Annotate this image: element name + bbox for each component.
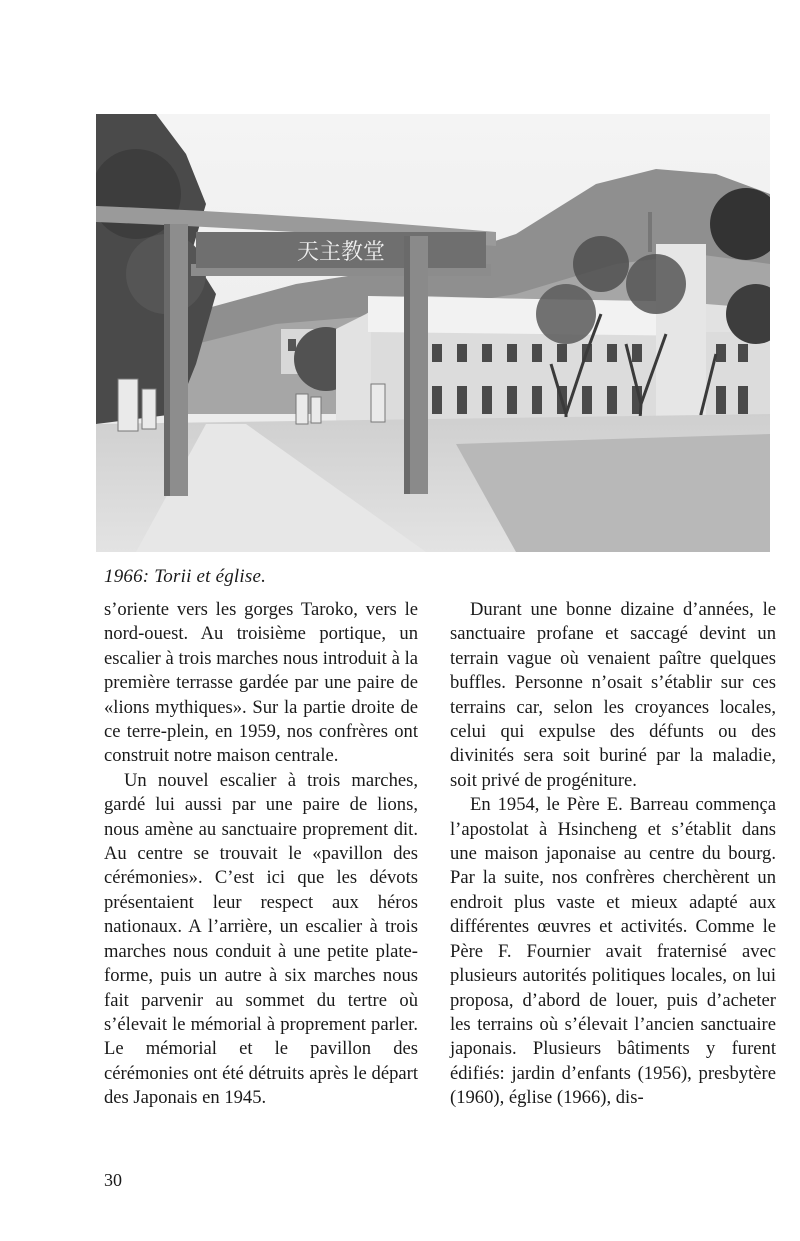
torii-inscription: 天主教堂 [296, 240, 386, 265]
right-paragraph-2: En 1954, le Père E. Barreau commença l’apostolat à Hsincheng et s’établit dans une maison japonaise au centre du bourg. Par la suite, nos confrères cherchèrent un endroit plus vaste et mieux adapté aux différentes œuvres et activités. Comme le Père F. Fournier avait fraternisé avec plusieurs autorités politiques locales, on lui proposa, d’abord de louer, puis d’acheter les terrains où s’élevait l’ancien sanctuaire japonais. Plusieurs bâtiments y furent édifiés: jardin d’enfants (1956), presbytère (1960), église (1966), dis- [450, 794, 776, 1109]
right-paragraph-1: Durant une bonne dizaine d’années, le sanctuaire profane et saccagé devint un terrain vague où venaient paître quelques buffles. Personne n’osait s’établir sur ces terrains car, selon les croyances locales, celui qui expulse des défunts ou des divinités sera soit buriné par la maladie, soit privé de progéniture. [450, 599, 776, 791]
torii-church-photo-svg [96, 114, 770, 552]
figure-caption: 1966: Torii et église. [104, 566, 267, 587]
left-paragraph-2: Un nouvel escalier à trois marches, gardé lui aussi par une paire de lions, nous amène au sanctuaire proprement dit. Au centre se trouvait le «pavillon des cérémonies». C’est ici que les dévots présentaient leur respect aux héros nationaux. A l’arrière, un escalier à trois marches nous conduit à une petite plate-forme, puis un autre à six marches nous fait parvenir au sommet du tertre où s’élevait le mémorial à proprement parler. Le mémorial et le pavillon des cérémonies ont été détruits après le départ des Japonais en 1945. [104, 769, 418, 1109]
left-text-column [104, 598, 418, 1111]
right-text-column [450, 598, 776, 1111]
photo-torii-church [96, 114, 770, 552]
left-paragraph-1: s’oriente vers les gorges Taroko, vers le nord-ouest. Au troisième portique, un escalier à trois marches nous introduit à la première terrasse gardée par une paire de «lions mythiques». Sur la partie droite de ce terre-plein, en 1959, nos confrères ont construit notre maison centrale. [104, 599, 418, 767]
page-number: 30 [104, 1170, 122, 1190]
